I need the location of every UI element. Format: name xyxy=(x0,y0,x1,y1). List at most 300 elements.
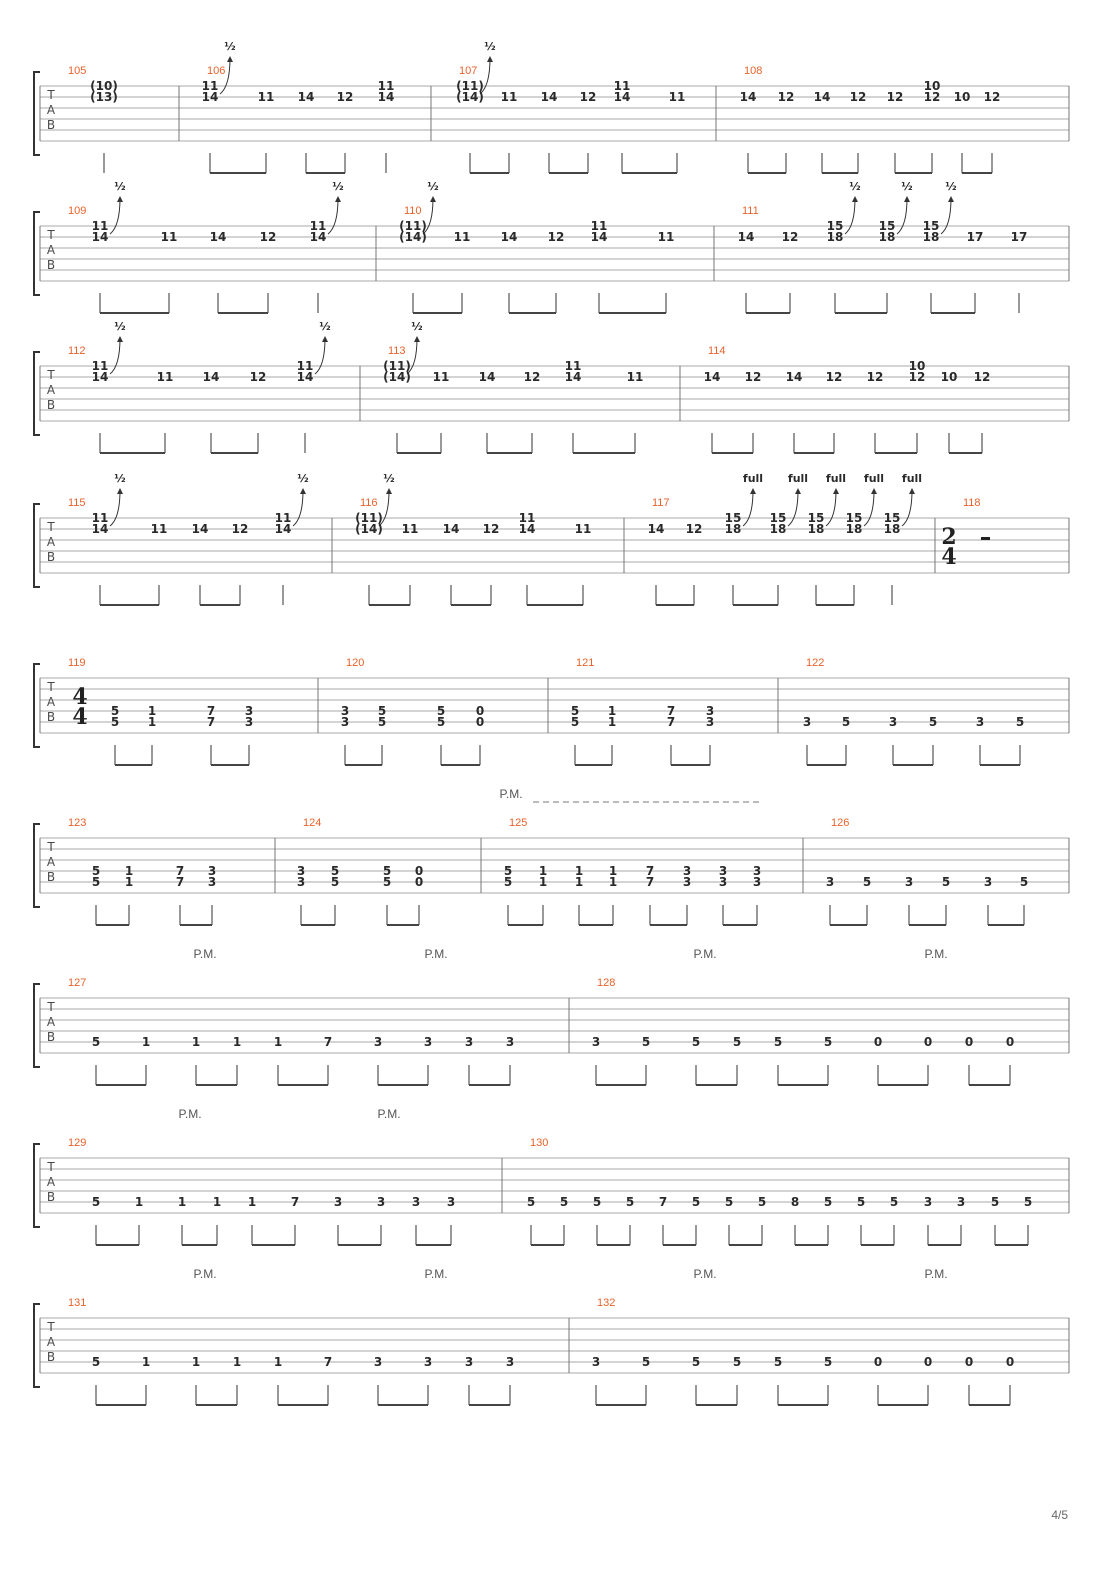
bend-amount: ½ xyxy=(224,40,236,53)
fret-number: 5 xyxy=(941,875,951,889)
bend-amount: ½ xyxy=(297,472,309,485)
measure-number: 121 xyxy=(576,657,595,669)
fret-number: 14 xyxy=(309,230,327,244)
tab-system xyxy=(34,320,1069,453)
bend-amount: ½ xyxy=(332,180,344,193)
fret-number: 5 xyxy=(559,1195,569,1209)
tab-clef-letter: A xyxy=(46,855,56,869)
fret-number: 0 xyxy=(414,875,424,889)
fret-number: 7 xyxy=(175,864,185,878)
fret-number: 12 xyxy=(866,370,884,384)
fret-number: 17 xyxy=(966,230,984,244)
fret-number: 7 xyxy=(666,715,676,729)
fret-number: 5 xyxy=(823,1355,833,1369)
fret-number: 15 xyxy=(807,511,825,525)
bend-arrowhead xyxy=(117,196,123,202)
fret-number: 14 xyxy=(590,230,608,244)
fret-number: 5 xyxy=(1015,715,1025,729)
fret-number: 14 xyxy=(647,522,665,536)
measure-number: 122 xyxy=(806,657,825,669)
fret-number: 0 xyxy=(475,704,485,718)
palm-mute-label: P.M. xyxy=(499,787,523,801)
measure-number: 119 xyxy=(68,657,86,669)
fret-number: 14 xyxy=(737,230,755,244)
fret-number: 3 xyxy=(373,1035,383,1049)
measure-number: 113 xyxy=(388,345,406,357)
tab-clef-letter: A xyxy=(46,1335,56,1349)
fret-number: (11) xyxy=(355,511,383,525)
measure-number: 120 xyxy=(346,657,365,669)
fret-number: 5 xyxy=(91,1035,101,1049)
fret-number: 5 xyxy=(382,864,392,878)
system-bracket xyxy=(34,72,40,155)
fret-number: (14) xyxy=(383,370,411,384)
system-bracket xyxy=(34,824,40,907)
fret-number: 5 xyxy=(724,1195,734,1209)
fret-number: 7 xyxy=(206,704,216,718)
fret-number: 14 xyxy=(518,522,536,536)
tab-clef-letter: A xyxy=(46,695,56,709)
bend-arrow xyxy=(293,490,303,526)
fret-number: 1 xyxy=(574,875,584,889)
fret-number: 3 xyxy=(956,1195,966,1209)
tab-clef-letter: B xyxy=(46,1350,56,1364)
fret-number: 1 xyxy=(124,875,134,889)
tab-clef-letter: A xyxy=(46,535,56,549)
fret-number: 14 xyxy=(785,370,803,384)
time-signature-bottom: 4 xyxy=(72,704,88,730)
bend-arrowhead xyxy=(904,196,910,202)
fret-number: 5 xyxy=(823,1195,833,1209)
bend-amount: full xyxy=(787,472,809,485)
fret-number: 5 xyxy=(570,704,580,718)
fret-number: 1 xyxy=(147,715,157,729)
measure-number: 106 xyxy=(207,65,226,77)
fret-number: 3 xyxy=(296,864,306,878)
rest-symbol xyxy=(981,537,990,540)
fret-number: 3 xyxy=(923,1195,933,1209)
fret-number: 11 xyxy=(91,359,109,373)
fret-number: 3 xyxy=(904,875,914,889)
fret-number: 5 xyxy=(377,704,387,718)
fret-number: 14 xyxy=(703,370,721,384)
fret-number: 7 xyxy=(645,875,655,889)
system-bracket xyxy=(34,1304,40,1387)
fret-number: 14 xyxy=(564,370,582,384)
measure-number: 118 xyxy=(963,497,981,509)
measure-number: 124 xyxy=(303,817,322,829)
bend-amount: ½ xyxy=(484,40,496,53)
fret-number: 12 xyxy=(973,370,991,384)
fret-number: 0 xyxy=(1005,1035,1015,1049)
fret-number: 12 xyxy=(579,90,597,104)
fret-number: 5 xyxy=(1023,1195,1033,1209)
measure-number: 112 xyxy=(68,345,86,357)
fret-number: 12 xyxy=(336,90,354,104)
bend-arrow xyxy=(110,338,120,374)
bend-arrow xyxy=(110,198,120,234)
fret-number: 3 xyxy=(975,715,985,729)
fret-number: 14 xyxy=(739,90,757,104)
fret-number: 3 xyxy=(423,1035,433,1049)
fret-number: 3 xyxy=(207,864,217,878)
fret-number: 12 xyxy=(886,90,904,104)
fret-number: 15 xyxy=(922,219,940,233)
fret-number: 5 xyxy=(91,864,101,878)
fret-number: 0 xyxy=(964,1355,974,1369)
bend-amount: ½ xyxy=(114,472,126,485)
fret-number: 11 xyxy=(274,511,292,525)
fret-number: 12 xyxy=(825,370,843,384)
bend-arrowhead xyxy=(833,488,839,494)
fret-number: 11 xyxy=(160,230,178,244)
system-bracket xyxy=(34,504,40,587)
fret-number: 14 xyxy=(442,522,460,536)
fret-number: 14 xyxy=(201,90,219,104)
bend-amount: ½ xyxy=(427,180,439,193)
fret-number: 11 xyxy=(518,511,536,525)
fret-number: 1 xyxy=(232,1355,242,1369)
tab-clef-letter: T xyxy=(47,1160,55,1174)
bend-arrow xyxy=(788,490,798,526)
measure xyxy=(399,180,674,313)
fret-number: 12 xyxy=(781,230,799,244)
fret-number: 5 xyxy=(773,1355,783,1369)
tab-system xyxy=(34,787,1069,925)
fret-number: 7 xyxy=(645,864,655,878)
measure xyxy=(648,472,922,605)
measure xyxy=(456,40,685,173)
fret-number: 3 xyxy=(376,1195,386,1209)
tab-clef-letter: B xyxy=(46,258,56,272)
fret-number: 5 xyxy=(91,1355,101,1369)
fret-number: 3 xyxy=(802,715,812,729)
fret-number: 3 xyxy=(296,875,306,889)
bend-amount: ½ xyxy=(319,320,331,333)
fret-number: 7 xyxy=(323,1355,333,1369)
fret-number: 1 xyxy=(607,715,617,729)
time-signature-top: 2 xyxy=(941,524,957,550)
fret-number: 5 xyxy=(773,1035,783,1049)
fret-number: 1 xyxy=(191,1035,201,1049)
palm-mute-label: P.M. xyxy=(924,1267,948,1281)
bend-arrow xyxy=(826,490,836,526)
fret-number: 12 xyxy=(523,370,541,384)
fret-number: 3 xyxy=(705,704,715,718)
fret-number: 7 xyxy=(666,704,676,718)
measure-number: 127 xyxy=(68,977,87,989)
fret-number: 11 xyxy=(91,511,109,525)
fret-number: 5 xyxy=(641,1355,651,1369)
measure-number: 111 xyxy=(742,205,759,217)
bend-arrow xyxy=(315,338,325,374)
measure-number: 129 xyxy=(68,1137,87,1149)
fret-number: 14 xyxy=(209,230,227,244)
fret-number: 3 xyxy=(340,715,350,729)
fret-number: 1 xyxy=(538,864,548,878)
fret-number: 18 xyxy=(724,522,742,536)
bend-arrow xyxy=(845,198,855,234)
fret-number: 5 xyxy=(757,1195,767,1209)
tab-clef-letter: T xyxy=(47,840,55,854)
fret-number: 11 xyxy=(156,370,174,384)
fret-number: 3 xyxy=(705,715,715,729)
fret-number: 3 xyxy=(825,875,835,889)
fret-number: 14 xyxy=(500,230,518,244)
measure-number: 109 xyxy=(68,205,87,217)
fret-number: 0 xyxy=(1005,1355,1015,1369)
bend-arrowhead xyxy=(750,488,756,494)
fret-number: 0 xyxy=(873,1035,883,1049)
fret-number: 17 xyxy=(1010,230,1028,244)
fret-number: 11 xyxy=(574,522,592,536)
fret-number: 11 xyxy=(257,90,275,104)
tab-clef-letter: B xyxy=(46,870,56,884)
fret-number: 3 xyxy=(464,1355,474,1369)
fret-number: 3 xyxy=(446,1195,456,1209)
fret-number: 11 xyxy=(564,359,582,373)
fret-number: 5 xyxy=(330,864,340,878)
fret-number: 3 xyxy=(423,1355,433,1369)
fret-number: 12 xyxy=(849,90,867,104)
fret-number: 1 xyxy=(607,704,617,718)
fret-number: 11 xyxy=(309,219,327,233)
fret-number: 1 xyxy=(141,1035,151,1049)
fret-number: 10 xyxy=(908,359,926,373)
fret-number: 18 xyxy=(845,522,863,536)
system-bracket xyxy=(34,352,40,435)
fret-number: 14 xyxy=(613,90,631,104)
fret-number: 7 xyxy=(290,1195,300,1209)
fret-number: 3 xyxy=(591,1035,601,1049)
fret-number: 12 xyxy=(259,230,277,244)
fret-number: 5 xyxy=(436,704,446,718)
system-bracket xyxy=(34,664,40,747)
fret-number: 5 xyxy=(691,1035,701,1049)
system-bracket xyxy=(34,212,40,295)
measure-number: 125 xyxy=(509,817,528,829)
bend-amount: full xyxy=(742,472,764,485)
fret-number: 7 xyxy=(175,875,185,889)
time-signature-top: 4 xyxy=(72,684,88,710)
fret-number: 1 xyxy=(608,875,618,889)
tab-clef-letter: A xyxy=(46,103,56,117)
fret-number: 5 xyxy=(1019,875,1029,889)
fret-number: 3 xyxy=(591,1355,601,1369)
fret-number: 11 xyxy=(201,79,219,93)
fret-number: 0 xyxy=(923,1355,933,1369)
fret-number: (14) xyxy=(456,90,484,104)
fret-number: 1 xyxy=(232,1035,242,1049)
fret-number: 18 xyxy=(883,522,901,536)
bend-arrow xyxy=(743,490,753,526)
fret-number: 11 xyxy=(432,370,450,384)
bend-arrowhead xyxy=(430,196,436,202)
bend-arrow xyxy=(902,490,912,526)
bend-arrow xyxy=(110,490,120,526)
fret-number: 3 xyxy=(682,875,692,889)
measure-number: 126 xyxy=(831,817,850,829)
fret-number: 15 xyxy=(883,511,901,525)
tab-clef-letter: T xyxy=(47,1000,55,1014)
bend-amount: full xyxy=(863,472,885,485)
measure-number: 128 xyxy=(597,977,616,989)
bend-amount: ½ xyxy=(411,320,423,333)
palm-mute-label: P.M. xyxy=(693,1267,717,1281)
fret-number: 12 xyxy=(983,90,1001,104)
tab-clef-letter: T xyxy=(47,368,55,382)
tab-clef-letter: B xyxy=(46,1030,56,1044)
fret-number: 3 xyxy=(718,875,728,889)
fret-number: 3 xyxy=(888,715,898,729)
tab-clef-letter: A xyxy=(46,243,56,257)
palm-mute-label: P.M. xyxy=(693,947,717,961)
fret-number: 11 xyxy=(453,230,471,244)
measure xyxy=(202,40,395,173)
palm-mute-label: P.M. xyxy=(377,1107,401,1121)
tab-system xyxy=(34,180,1069,313)
fret-number: 7 xyxy=(658,1195,668,1209)
measure xyxy=(355,472,591,605)
system-bracket xyxy=(34,1144,40,1227)
fret-number: 18 xyxy=(922,230,940,244)
fret-number: 5 xyxy=(503,875,513,889)
fret-number: 8 xyxy=(790,1195,800,1209)
fret-number: 14 xyxy=(91,522,109,536)
fret-number: 3 xyxy=(244,704,254,718)
fret-number: 11 xyxy=(401,522,419,536)
fret-number: 3 xyxy=(682,864,692,878)
palm-mute-label: P.M. xyxy=(424,947,448,961)
fret-number: (14) xyxy=(355,522,383,536)
fret-number: 5 xyxy=(91,1195,101,1209)
bend-arrowhead xyxy=(948,196,954,202)
fret-number: 5 xyxy=(732,1355,742,1369)
fret-number: 0 xyxy=(964,1035,974,1049)
fret-number: 10 xyxy=(953,90,971,104)
fret-number: 5 xyxy=(570,715,580,729)
fret-number: 3 xyxy=(411,1195,421,1209)
fret-number: 5 xyxy=(377,715,387,729)
fret-number: 12 xyxy=(547,230,565,244)
fret-number: 3 xyxy=(983,875,993,889)
fret-number: 14 xyxy=(540,90,558,104)
fret-number: 0 xyxy=(475,715,485,729)
fret-number: 5 xyxy=(691,1355,701,1369)
fret-number: 3 xyxy=(373,1355,383,1369)
fret-number: 5 xyxy=(928,715,938,729)
fret-number: 11 xyxy=(296,359,314,373)
fret-number: 18 xyxy=(878,230,896,244)
fret-number: 3 xyxy=(207,875,217,889)
measure xyxy=(68,180,344,313)
fret-number: 11 xyxy=(657,230,675,244)
fret-number: 11 xyxy=(150,522,168,536)
measure-number: 110 xyxy=(404,205,422,217)
bend-arrowhead xyxy=(227,56,233,62)
fret-number: 10 xyxy=(940,370,958,384)
page-number: 4/5 xyxy=(1051,1508,1068,1522)
bend-arrowhead xyxy=(300,488,306,494)
fret-number: 5 xyxy=(841,715,851,729)
fret-number: 12 xyxy=(685,522,703,536)
tab-system xyxy=(34,1107,1069,1245)
measure-number: 130 xyxy=(530,1137,549,1149)
tab-clef-letter: B xyxy=(46,118,56,132)
fret-number: 1 xyxy=(134,1195,144,1209)
bend-amount: ½ xyxy=(114,180,126,193)
bend-arrow xyxy=(328,198,338,234)
fret-number: 12 xyxy=(923,90,941,104)
fret-number: 0 xyxy=(923,1035,933,1049)
fret-number: 5 xyxy=(91,875,101,889)
tab-clef-letter: A xyxy=(46,1175,56,1189)
tab-clef-letter: T xyxy=(47,88,55,102)
measure-number: 123 xyxy=(68,817,87,829)
fret-number: 5 xyxy=(625,1195,635,1209)
bend-amount: ½ xyxy=(383,472,395,485)
fret-number: 3 xyxy=(752,864,762,878)
measure-number: 114 xyxy=(708,345,726,357)
palm-mute-label: P.M. xyxy=(193,1267,217,1281)
fret-number: 12 xyxy=(231,522,249,536)
fret-number: 1 xyxy=(177,1195,187,1209)
fret-number: 5 xyxy=(503,864,513,878)
fret-number: 5 xyxy=(889,1195,899,1209)
fret-number: 11 xyxy=(91,219,109,233)
bend-arrowhead xyxy=(117,336,123,342)
fret-number: 5 xyxy=(856,1195,866,1209)
bend-amount: ½ xyxy=(945,180,957,193)
fret-number: 1 xyxy=(538,875,548,889)
measure xyxy=(68,472,309,605)
bend-amount: ½ xyxy=(114,320,126,333)
fret-number: 5 xyxy=(823,1035,833,1049)
fret-number: 1 xyxy=(124,864,134,878)
fret-number: 14 xyxy=(202,370,220,384)
tab-clef-letter: B xyxy=(46,710,56,724)
tab-clef-letter: T xyxy=(47,680,55,694)
measure-number: 117 xyxy=(652,497,670,509)
fret-number: 5 xyxy=(436,715,446,729)
tab-clef-letter: T xyxy=(47,228,55,242)
bend-arrow xyxy=(864,490,874,526)
palm-mute-label: P.M. xyxy=(193,947,217,961)
palm-mute-label: P.M. xyxy=(178,1107,202,1121)
tab-clef-letter: B xyxy=(46,398,56,412)
tab-clef-letter: T xyxy=(47,1320,55,1334)
fret-number: 3 xyxy=(464,1035,474,1049)
fret-number: 15 xyxy=(724,511,742,525)
fret-number: 7 xyxy=(323,1035,333,1049)
fret-number: 11 xyxy=(626,370,644,384)
fret-number: 11 xyxy=(377,79,395,93)
fret-number: 1 xyxy=(608,864,618,878)
fret-number: 14 xyxy=(478,370,496,384)
fret-number: (11) xyxy=(399,219,427,233)
tab-system xyxy=(34,657,1069,765)
bend-arrowhead xyxy=(414,336,420,342)
palm-mute-label: P.M. xyxy=(424,1267,448,1281)
fret-number: 1 xyxy=(247,1195,257,1209)
fret-number: 15 xyxy=(878,219,896,233)
fret-number: 5 xyxy=(110,704,120,718)
fret-number: 12 xyxy=(249,370,267,384)
fret-number: 11 xyxy=(590,219,608,233)
bend-arrowhead xyxy=(322,336,328,342)
fret-number: (13) xyxy=(90,90,118,104)
bend-arrowhead xyxy=(871,488,877,494)
